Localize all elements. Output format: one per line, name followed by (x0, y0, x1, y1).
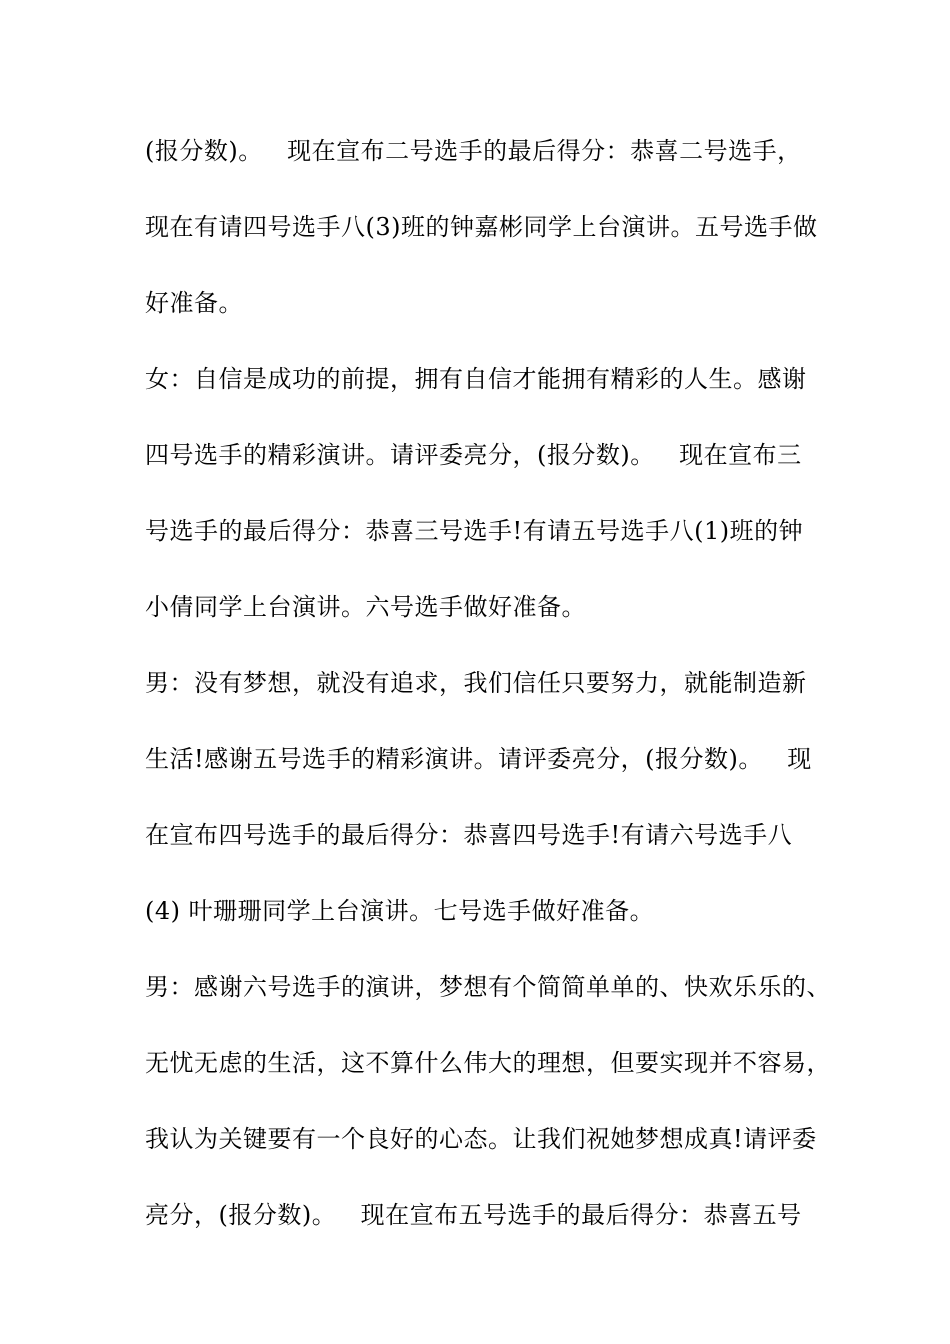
text-line: 我认为关键要有一个良好的心态。让我们祝她梦想成真!请评委 (145, 1125, 817, 1153)
text-line: 号选手的最后得分：恭喜三号选手!有请五号选手八(1)班的钟 (145, 517, 804, 545)
text-line: 生活!感谢五号选手的精彩演讲。请评委亮分，(报分数)。 现 (145, 745, 812, 773)
text-line: 男：没有梦想，就没有追求，我们信任只要努力，就能制造新 (145, 669, 807, 697)
text-line: 四号选手的精彩演讲。请评委亮分，(报分数)。 现在宣布三 (145, 441, 802, 469)
text-line: (报分数)。 现在宣布二号选手的最后得分：恭喜二号选手， (145, 137, 802, 165)
text-line: 亮分，(报分数)。 现在宣布五号选手的最后得分：恭喜五号 (145, 1201, 802, 1229)
document-body (145, 132, 831, 1272)
text-line: 小倩同学上台演讲。六号选手做好准备。 (145, 593, 586, 621)
text-line: 在宣布四号选手的最后得分：恭喜四号选手!有请六号选手八 (145, 821, 793, 849)
text-line: 现在有请四号选手八(3)班的钟嘉彬同学上台演讲。五号选手做 (145, 213, 818, 241)
text-line: 男：感谢六号选手的演讲，梦想有个简简单单的、快欢乐乐的、 (145, 973, 831, 1001)
text-line: (4) 叶珊珊同学上台演讲。七号选手做好准备。 (145, 897, 655, 925)
text-line: 好准备。 (145, 289, 243, 317)
text-line: 女：自信是成功的前提，拥有自信才能拥有精彩的人生。感谢 (145, 365, 807, 393)
text-line: 无忧无虑的生活，这不算什么伟大的理想，但要实现并不容易， (145, 1049, 831, 1077)
